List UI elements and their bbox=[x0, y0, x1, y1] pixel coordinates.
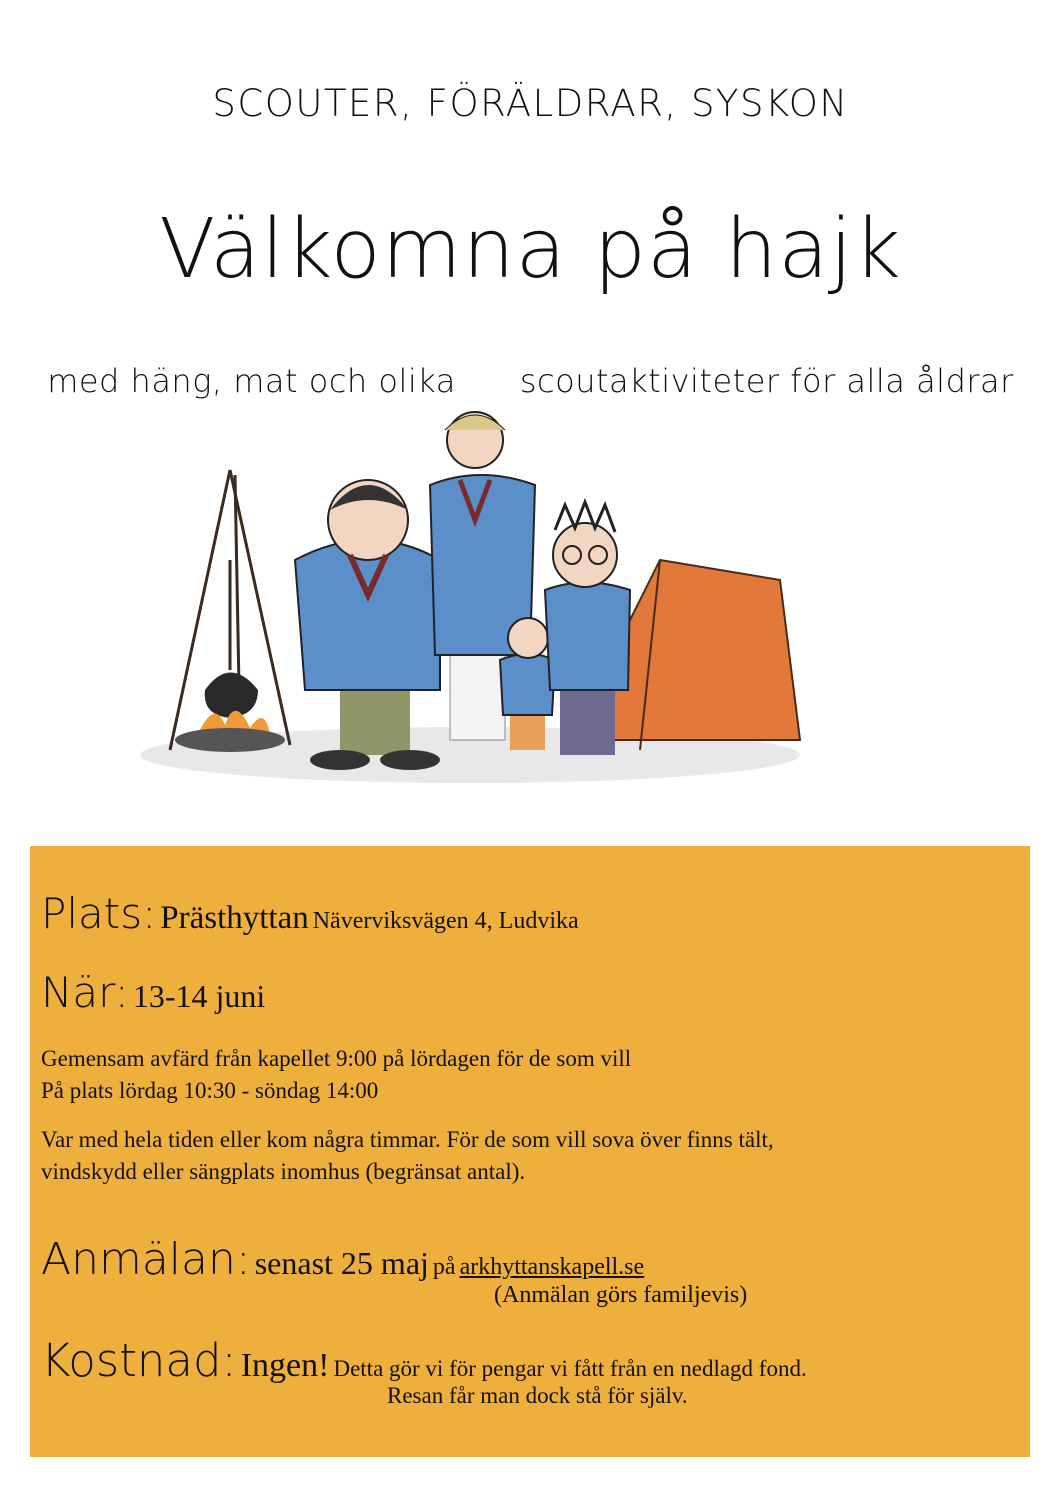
registration-deadline: senast 25 maj bbox=[254, 1245, 429, 1281]
schedule-line: På plats lördag 10:30 - söndag 14:00 bbox=[41, 1078, 379, 1103]
stay-line: vindskydd eller sängplats inomhus (begränsat antal). bbox=[41, 1159, 526, 1184]
schedule-paragraph bbox=[41, 1043, 631, 1107]
cost-value: Ingen! bbox=[240, 1347, 330, 1384]
location-row bbox=[41, 889, 579, 938]
cost-note: Detta gör vi för pengar vi fått från en nedlagd fond. bbox=[333, 1356, 807, 1381]
kettle bbox=[205, 673, 258, 719]
registration-link[interactable]: arkhyttanskapell.se bbox=[459, 1254, 645, 1280]
scout-adult-left bbox=[295, 480, 440, 770]
eyebrow-heading: SCOUTER, FÖRÄLDRAR, SYSKON bbox=[212, 82, 849, 125]
location-address: Näverviksvägen 4, Ludvika bbox=[312, 908, 579, 934]
stay-paragraph bbox=[41, 1124, 774, 1188]
date-label: När: bbox=[41, 968, 129, 1017]
registration-row bbox=[41, 1234, 644, 1285]
registration-note: (Anmälan görs familjevis) bbox=[494, 1282, 748, 1308]
cost-label: Kostnad: bbox=[41, 1334, 237, 1387]
schedule-line: Gemensam avfärd från kapellet 9:00 på lördagen för de som vill bbox=[41, 1046, 632, 1071]
info-box bbox=[30, 846, 1030, 1457]
scout-family-illustration bbox=[140, 410, 840, 800]
location-name: Prästhyttan bbox=[160, 900, 309, 936]
registration-label: Anmälan: bbox=[41, 1234, 251, 1285]
location-label: Plats: bbox=[41, 889, 157, 938]
stay-line: Var med hela tiden eller kom några timmar. För de som vill sova över finns tält, bbox=[41, 1127, 774, 1152]
registration-on: på bbox=[432, 1254, 456, 1280]
cost-note-travel: Resan får man dock stå för själv. bbox=[387, 1383, 688, 1408]
page-title: Välkomna på hajk bbox=[159, 202, 902, 297]
cost-row bbox=[41, 1334, 807, 1387]
tagline: med häng, mat och olika scoutaktiviteter för alla åldrar bbox=[47, 362, 1014, 400]
date-value: 13-14 juni bbox=[132, 978, 266, 1014]
date-row bbox=[41, 968, 265, 1017]
